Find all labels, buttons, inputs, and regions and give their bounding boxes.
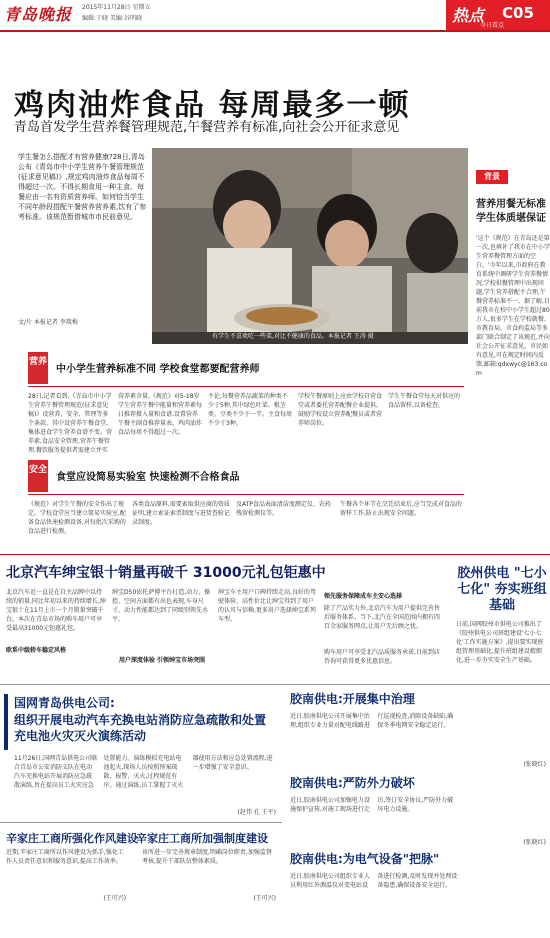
photo-caption: 有学生不喜欢吃一些菜,对比不健康的食品。本报记者 王涛 摄	[212, 333, 374, 340]
section2-rule	[28, 494, 464, 495]
background-tag: 背景	[476, 170, 508, 184]
divider-auto	[0, 554, 550, 555]
jiaonan-title-2: 胶南供电:严防外力破坏	[290, 776, 415, 790]
section2-title: 食堂应设简易实验室 快速检测不合格食品	[56, 472, 240, 483]
divider-bottom	[0, 822, 282, 823]
sec1-col5: 学生午餐食堂每天对供应的食品留样,以备检查。	[388, 393, 461, 409]
auto-sub1: 欧系中级轿车稳定风格	[6, 647, 67, 654]
jiaonan-body-1: 近日,胶南供电公司开展集中治理,组织专业力量对配电线路进行巡视检查,消除设备缺陷,确保冬季电网安全稳定运行。	[290, 713, 454, 729]
jiaonan-body-2: 近日,胶南供电公司加强电力设施保护宣传,对施工现场进行走访,签订安全协议,严防外力破坏电力设施。	[290, 797, 454, 813]
jiaozhou-power-box	[450, 566, 550, 676]
lunch-photo	[152, 148, 468, 344]
sec1-col3: 不论,每餐营养品蔬菜的种类不少于5种,其中绿色叶菜、根茎类、豆类不少于一半。主食每周不少于3种。	[208, 393, 292, 427]
newspaper-logo: 青岛晚报	[4, 5, 73, 24]
section-subtitle: 今日看点	[480, 22, 505, 29]
sidebar-title: 营养用餐无标准 学生体质堪保证	[476, 199, 546, 224]
divider-power	[0, 684, 550, 685]
sec1-col1: 28日,记者看到,《青岛市中小学生营养午餐管理规范(征求意见稿)》设营养、安全、管理等多个条款。其中设营养午餐食堂,集体进食学生营养食谱不变。营养素,食品安全管理,营养午餐管理,餐饮服务提供者需建立并实	[28, 393, 112, 454]
power-kicker: 国网青岛供电公司:	[14, 696, 115, 710]
lead-paragraph: 学生餐怎么搭配才有营养健康?28日,青岛公布《青岛市中小学生营养午餐管理规范(征求意见稿)》,规定鸡肉油炸食品每周不得超过一次。不得长期食用一种主食。每餐应由一名有资质营养师。如何恰当学生不同年龄段搭配午餐营养营养素,饮有了参考标准。该规范暂借城市市民前意见。	[18, 153, 147, 221]
auto-body4: 除了产品实力外,北京汽车为用户提供完善售后服务体系。当下,北汽在全国范围内拥有四百余家服务网点,让用户无后顾之忧。	[324, 605, 440, 630]
sec2-col2: 各类食品原料,需要索取供应商的资质证明,建立索证索票制度与进货查验记录制度。	[132, 501, 230, 526]
photo-illustration	[152, 148, 468, 344]
section1-rule	[28, 386, 464, 387]
page-headline: 鸡肉油炸食品 每周最多一顿	[14, 88, 411, 123]
auto-body1: 北京汽车近一直是在自主品牌中以持续的销量,同比年初以来的持续增长,绅宝银十在11月上市一个月销量突破千台。本次在青岛市场的购车用户可享受最高31000元钜惠礼包。	[6, 589, 106, 632]
xinjiazhuang-body-1: 近期,辛家庄工商所以作风建设为抓手,强化工作人员责任意识和服务意识,提高工作效率。	[6, 849, 124, 865]
auto-body3: 绅宝车主用户口碑持续走高,良好的驾驶体验、高性价比让绅宝得到了用户的认可与信赖,更多用户选择绅宝系列车型。	[218, 589, 316, 623]
auto-headline: 北京汽车绅宝银十销量再破千 31000元礼包钜惠中	[6, 565, 326, 581]
power-author: (赵伟 孔 王平)	[237, 809, 276, 816]
section-name: 热点	[452, 6, 485, 25]
jiaozhou-body: 日前,国网胶州市供电公司推出了《胶州供电公司班组建设'七小七化'工作实施方案》,提出要实现班组管理基础化,提升班组建设精细化,进一步夯实安全生产基础。	[456, 621, 544, 664]
editors-line: 编辑:于晓 美编:谷明晓	[82, 15, 142, 22]
xinjiazhuang-title-2: 辛家庄工商所加强制度建设	[136, 832, 268, 845]
xinjiazhuang-body-2: 该所进一步完善规章制度,明确岗位职责,加强监督考核,提升干部队伍整体素质。	[142, 849, 272, 865]
jiaonan-body-3: 近日,胶南供电公司组织专业人员利用红外测温仪对变电站设备进行检测,及时发现并处理设备隐患,确保设备安全运行。	[290, 873, 458, 889]
safety-tag: 安全	[28, 460, 48, 492]
nutrition-tag: 营养	[28, 352, 48, 384]
auto-sub2: 用户深度体验 引领绅宝市场突围	[118, 657, 206, 664]
auto-body2: 绅宝D50依托萨博平台打造,动力、操控、空间方面都有出色表现,车身尺寸、动力性能都达到了同级别领先水平。	[112, 589, 211, 623]
jiaonan-title-3: 胶南供电:为电气设备"把脉"	[290, 852, 440, 866]
sec2-col4: 午餐各个环节在烹饪结束后,应当完成对食品的留样工作,防止出现安全问题。	[340, 501, 462, 517]
auto-body5: 购车用户可享受北汽品质服务承诺,目前到店咨询可获得更多优惠信息。	[324, 649, 440, 665]
sidebar-body: '这个《规范》在青岛还是第一次,也填补了我市在中小学生营养餐管理方面的空白。'今年以来,市政府在教育系统中调研学生营养餐情况,学校供餐管理中出现问题,学生营养搭配不合理,午餐营养标准不一。据了解,目前我市在校中小学生超过80万人,很多学生在学校就餐。市教育局、市食药监局等多部门联合制定了该规范,并向社会公开征求意见。市民如有意见,可在规定时间内反馈,邮箱:qdxwyc@163.com	[476, 235, 550, 377]
xinjiazhuang-author-1: (王可兴)	[103, 895, 126, 902]
byline: 文/片 本报记者 李琰梅	[18, 319, 78, 326]
section1-title: 中小学生营养标准不同 学校食堂都要配营养师	[56, 364, 260, 375]
sec2-col1: 《规范》对学生午餐的安全作出了规定。学校食堂应当建立简易实验室,配备食品快速检测设备,对每批次采购的食品进行检测。	[28, 501, 126, 535]
jiaonan-column	[286, 690, 550, 936]
sec2-col3: 及ATP食品表面清洁度测定仪、农药残留检测仪等。	[236, 501, 331, 517]
page-subheadline: 青岛首发学生营养餐管理规范,午餐营养有标准,向社会公开征求意见	[14, 120, 400, 135]
power-body: 11月26日,国网青岛供电公司联合青岛市公安消防支队在电动汽车充换电站开展消防应急疏散演练,旨在提高员工火灾应急处置能力。演练模拟充电站电池起火,现场人员按照预案疏散、报警、灭火,过程规范有序。通过演练,员工掌握了灭火器使用方法和应急处置流程,进一步增强了安全意识。	[14, 755, 273, 789]
page-header	[0, 0, 550, 30]
jiaozhou-title: 胶州供电 "七小七化" 夯实班组基础	[457, 566, 547, 613]
jiaonan-title-1: 胶南供电:开展集中治理	[290, 692, 415, 706]
sec1-col2: 营养素含量,《规范》对5-18岁学生营养午餐中能量和营养素每日推荐摄入量和食谱,设置营养午餐主副食推荐量表。鸡肉油炸食品每周不得超过一次。	[118, 393, 202, 436]
power-accent-bar	[4, 694, 8, 750]
sec1-col4: 学校午餐原则上应由学校自营食堂或者委托营养配餐企业提供,鼓励学校设立营养配餐员或者营养师岗位。	[298, 393, 382, 427]
xinjiazhuang-title-1: 辛家庄工商所强化作风建设	[6, 832, 138, 845]
header-rule	[0, 30, 550, 32]
page-number: C05	[502, 4, 534, 22]
issue-date: 2015年11月28日 星期五	[82, 4, 151, 11]
auto-sub3: 领先服务保障成车主安心选择	[324, 593, 403, 600]
xinjiazhuang-author-2: (王可兴)	[253, 895, 276, 902]
jiaonan-author-2: (张晓红)	[523, 839, 546, 846]
jiaonan-author-1: (张晓红)	[523, 761, 546, 768]
power-headline: 组织开展电动汽车充换电站消防应急疏散和处置充电池火灾灭火演练活动	[14, 713, 267, 743]
